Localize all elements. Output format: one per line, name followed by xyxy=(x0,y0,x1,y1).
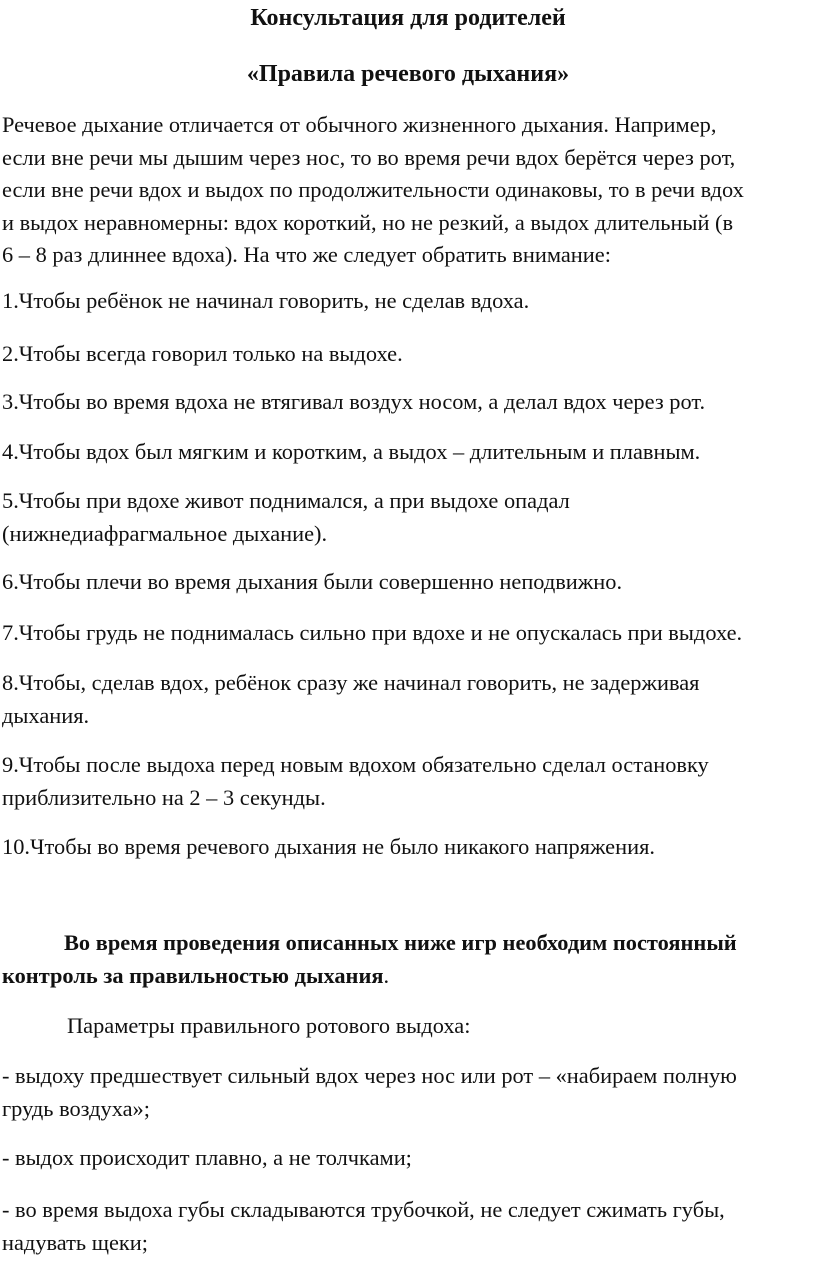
intro-line: если вне речи вдох и выдох по продолжительности одинаковы, то в речи вдох xyxy=(2,177,744,202)
param-3 xyxy=(2,1194,814,1259)
intro-line: 6 – 8 раз длиннее вдоха). На что же следует обратить внимание: xyxy=(2,242,611,267)
rule-text: 8.Чтобы, сделав вдох, ребёнок сразу же начинал говорить, не задерживая xyxy=(2,670,700,695)
intro-line: и выдох неравномерны: вдох короткий, но не резкий, а выдох длительный (в xyxy=(2,209,734,235)
rule-1 xyxy=(2,285,814,318)
rule-text: 5.Чтобы при вдохе живот поднимался, а при выдохе опадал xyxy=(2,488,570,513)
rule-6 xyxy=(2,566,814,599)
rule-text: 7.Чтобы грудь не поднималась сильно при вдохе и не опускалась при выдохе. xyxy=(2,620,743,645)
rule-8 xyxy=(2,667,814,732)
rule-text: 2.Чтобы всегда говорил только на выдохе. xyxy=(2,341,403,366)
param-text: - выдоху предшествует сильный вдох через нос или рот – «набираем полную xyxy=(2,1063,737,1088)
intro-line: Речевое дыхание отличается от обычного жизненного дыхания. Например, xyxy=(2,112,717,137)
rule-text: (нижнедиафрагмальное дыхание). xyxy=(2,520,328,546)
rule-7 xyxy=(2,617,814,650)
control-note-line-2 xyxy=(2,960,814,993)
rule-text: 4.Чтобы вдох был мягким и коротким, а выдох – длительным и плавным. xyxy=(2,439,701,464)
rule-text: 1.Чтобы ребёнок не начинал говорить, не сделав вдоха. xyxy=(2,288,530,313)
rule-text: 9.Чтобы после выдоха перед новым вдохом обязательно сделал остановку xyxy=(2,752,709,777)
rule-9 xyxy=(2,749,814,814)
intro-paragraph xyxy=(2,109,814,272)
control-note xyxy=(2,927,814,992)
param-text: надувать щеки; xyxy=(2,1229,148,1255)
rule-10 xyxy=(2,831,814,864)
rule-text: 3.Чтобы во время вдоха не втягивал воздух носом, а делал вдох через рот. xyxy=(2,389,706,414)
rule-4 xyxy=(2,436,814,469)
rule-2 xyxy=(2,338,814,371)
rule-3 xyxy=(2,386,814,419)
param-text: - во время выдоха губы складываются трубочкой, не следует сжимать губы, xyxy=(2,1197,725,1222)
document-title: Консультация для родителей xyxy=(250,5,566,31)
param-2 xyxy=(2,1142,814,1175)
params-heading xyxy=(2,1010,814,1043)
control-note-line: Во время проведения описанных ниже игр необходим постоянный xyxy=(64,930,737,955)
rule-text: 10.Чтобы во время речевого дыхания не было никакого напряжения. xyxy=(2,834,655,859)
rule-text: 6.Чтобы плечи во время дыхания были совершенно неподвижно. xyxy=(2,569,623,594)
document-subtitle: «Правила речевого дыхания» xyxy=(246,61,570,87)
params-heading-text: Параметры правильного ротового выдоха: xyxy=(67,1013,471,1038)
rule-text: приблизительно на 2 – 3 секунды. xyxy=(2,784,326,810)
param-text: грудь воздуха»; xyxy=(2,1095,150,1121)
param-text: - выдох происходит плавно, а не толчками; xyxy=(2,1145,412,1170)
control-note-text: контроль за правильностью дыхания xyxy=(2,962,384,988)
rule-text: дыхания. xyxy=(2,702,90,728)
control-note-period: . xyxy=(383,962,390,988)
param-1 xyxy=(2,1060,814,1125)
rule-5 xyxy=(2,485,814,550)
intro-line: если вне речи мы дышим через нос, то во время речи вдох берётся через рот, xyxy=(2,144,736,170)
